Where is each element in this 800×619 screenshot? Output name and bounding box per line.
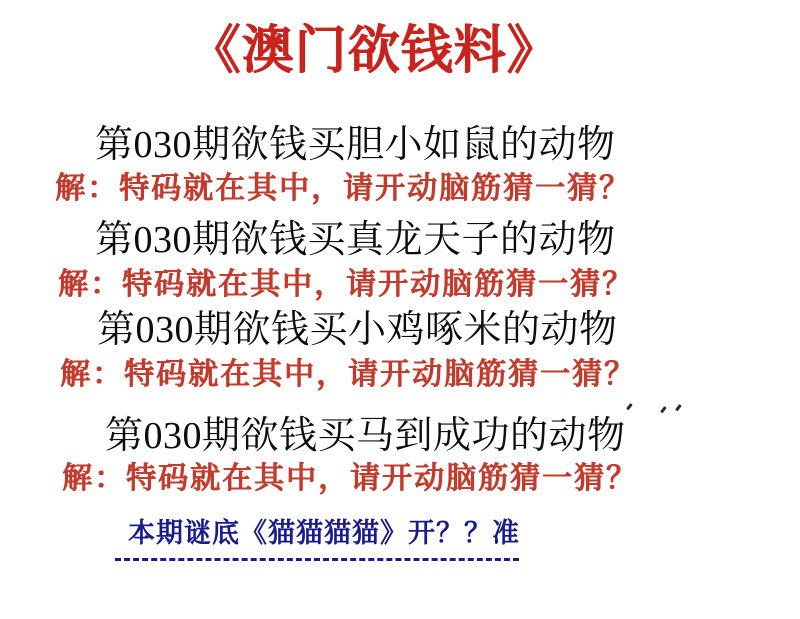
hint-line-3: 解：特码就在其中，请开动脑筋猜一猜？ xyxy=(60,358,636,391)
hint-line-2: 解：特码就在其中，请开动脑筋猜一猜？ xyxy=(58,268,634,301)
clue-line-3: 第030期欲钱买小鸡啄米的动物 xyxy=(97,309,618,351)
clue-line-4: 第030期欲钱买马到成功的动物 xyxy=(105,415,626,457)
answer-line: 本期谜底《猫猫猫猫》开？？准 xyxy=(128,518,520,548)
clue-line-2: 第030期欲钱买真龙天子的动物 xyxy=(95,219,616,261)
hint-line-4: 解：特码就在其中，请开动脑筋猜一猜？ xyxy=(62,462,638,495)
hint-line-1: 解：特码就在其中，请开动脑筋猜一猜？ xyxy=(55,172,631,205)
divider-dashed-line xyxy=(115,558,519,561)
ink-marks-decoration xyxy=(620,400,695,418)
page-title: 《澳门欲钱料》 xyxy=(188,23,560,80)
clue-line-1: 第030期欲钱买胆小如鼠的动物 xyxy=(95,124,616,166)
